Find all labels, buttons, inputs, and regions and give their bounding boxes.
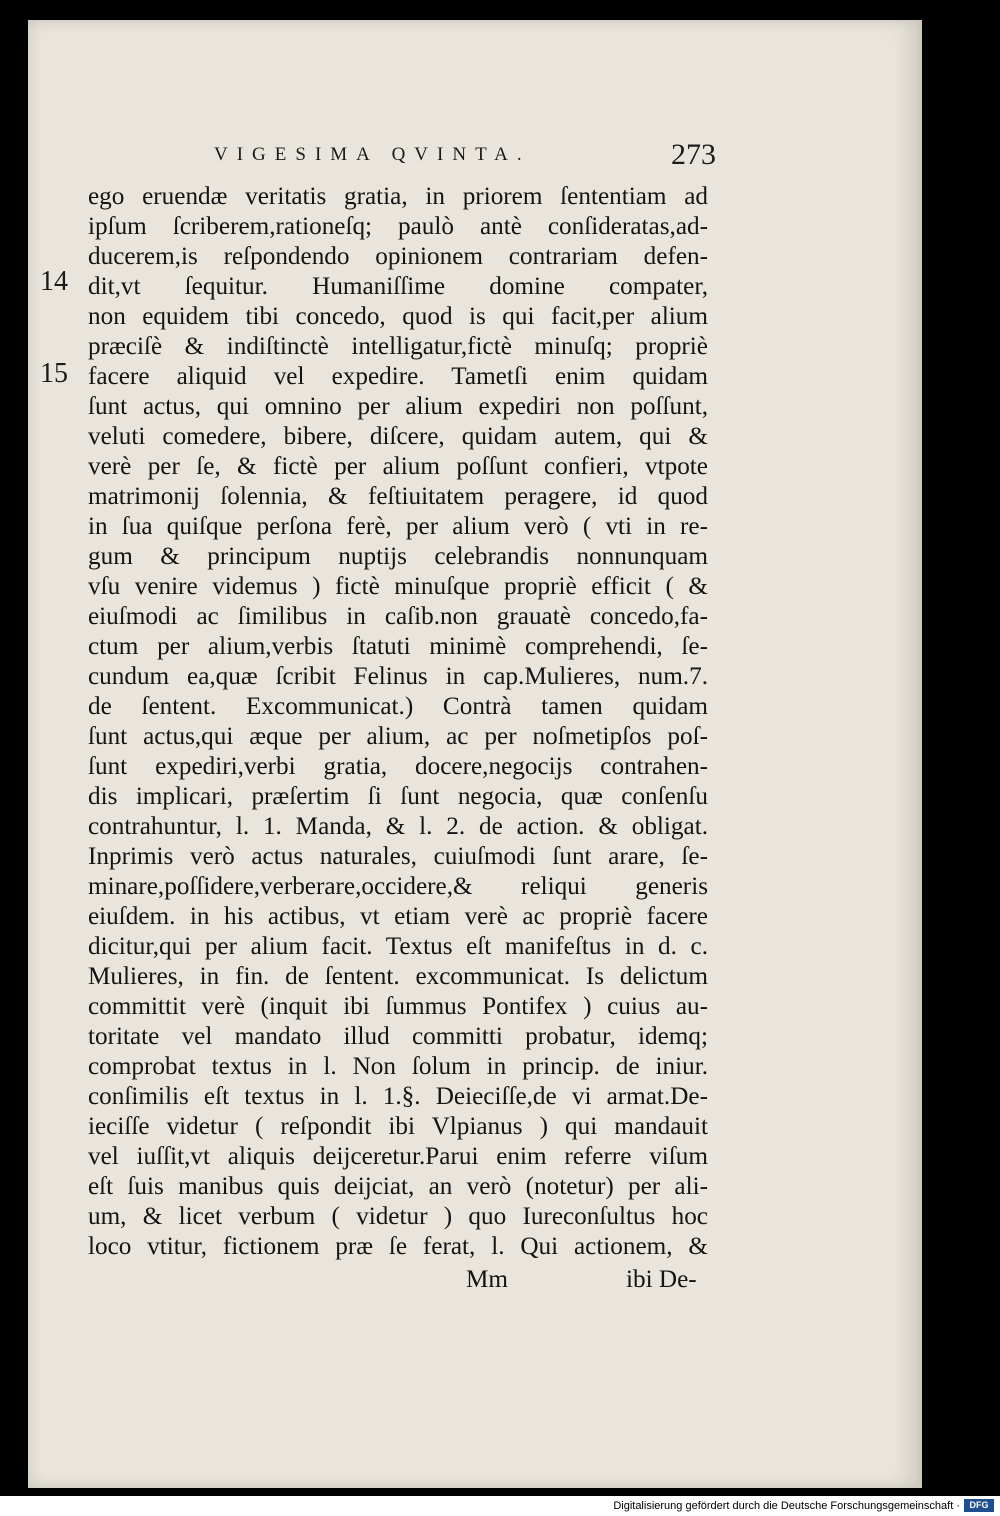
text-line: ieciſſe videtur ( reſpondit ibi Vlpianus ) qui mandauit [88,1113,708,1140]
page-number: 273 [671,138,716,171]
dfg-logo: DFG [964,1499,994,1512]
body-text [88,182,708,1262]
text-line: eiuſdem. in his actibus, vt etiam verè ac propriè facere [88,903,708,930]
text-line: um, & licet verbum ( videtur ) quo Iureconſultus hoc [88,1203,708,1230]
text-line: ipſum ſcriberem,rationeſq; paulò antè conſideratas,ad- [88,213,708,240]
marginal-number-14: 14 [40,266,68,297]
text-line: ego eruendæ veritatis gratia, in priorem ſententiam ad [88,183,708,210]
footer-bar [0,1496,1000,1516]
text-line: matrimonij ſolennia, & feſtiuitatem peragere, id quod [88,483,708,510]
text-line: Inprimis verò actus naturales, cuiuſmodi ſunt arare, ſe- [88,843,708,870]
text-line: comprobat textus in l. Non ſolum in princip. de iniur. [88,1053,708,1080]
text-line: cundum ea,quæ ſcribit Felinus in cap.Mulieres, num.7. [88,663,708,690]
text-line: contrahuntur, l. 1. Manda, & l. 2. de action. & obligat. [88,813,708,840]
text-line: dicitur,qui per alium facit. Textus eſt manifeſtus in d. c. [88,933,708,960]
text-line: toritate vel mandato illud committi probatur, idemq; [88,1023,708,1050]
text-line: conſimilis eſt textus in l. 1.§. Deieciſſe,de vi armat.De- [88,1083,708,1110]
text-line: ſunt actus, qui omnino per alium expediri non poſſunt, [88,393,708,420]
running-head [214,138,714,172]
text-line: eſt ſuis manibus quis deijciat, an verò (notetur) per ali- [88,1173,708,1200]
text-line: committit verè (inquit ibi ſummus Pontifex ) cuius au- [88,993,708,1020]
text-line: ducerem,is reſpondendo opinionem contrariam defen- [88,243,708,270]
text-line: gum & principum nuptijs celebrandis nonnunquam [88,543,708,570]
text-line: in ſua quiſque perſona ferè, per alium verò ( vti in re- [88,513,708,540]
signature-mark: Mm [466,1266,508,1293]
text-line: eiuſmodi ac ſimilibus in caſib.non grauatè concedo,fa- [88,603,708,630]
text-line: Mulieres, in fin. de ſentent. excommunicat. Is delictum [88,963,708,990]
text-line: de ſentent. Excommunicat.) Contrà tamen quidam [88,693,708,720]
text-line: ſunt expediri,verbi gratia, docere,negocijs contrahen- [88,753,708,780]
text-line: minare,poſſidere,verberare,occidere,& reliqui generis [88,873,708,900]
page-edge [918,20,922,1488]
text-line: ctum per alium,verbis ſtatuti minimè comprehendi, ſe- [88,633,708,660]
catchword: ibi De- [626,1266,697,1293]
text-line: ſunt actus,qui æque per alium, ac per noſmetipſos poſ- [88,723,708,750]
text-line: dis implicari, præſertim ſi ſunt negocia, quæ conſenſu [88,783,708,810]
footer-credit: Digitalisierung gefördert durch die Deutsche Forschungsgemeinschaft · [613,1500,960,1512]
text-line: dit,vt ſequitur. Humaniſſime domine compater, [88,273,708,300]
text-line: vel iuſſit,vt aliquis deijceretur.Parui enim referre viſum [88,1143,708,1170]
text-line: loco vtitur, fictionem præ ſe ferat, l. Qui actionem, & [88,1233,708,1260]
text-line: præciſè & indiſtinctè intelligatur,fictè minuſq; propriè [88,333,708,360]
text-line: vſu venire videmus ) fictè minuſque propriè efficit ( & [88,573,708,600]
text-line: verè per ſe, & fictè per alium poſſunt confieri, vtpote [88,453,708,480]
text-line: facere aliquid vel expedire. Tametſi enim quidam [88,363,708,390]
marginal-number-15: 15 [40,358,68,389]
text-line: non equidem tibi concedo, quod is qui facit,per alium [88,303,708,330]
running-head-title: VIGESIMA QVINTA. [214,144,531,165]
text-line: veluti comedere, bibere, diſcere, quidam autem, qui & [88,423,708,450]
